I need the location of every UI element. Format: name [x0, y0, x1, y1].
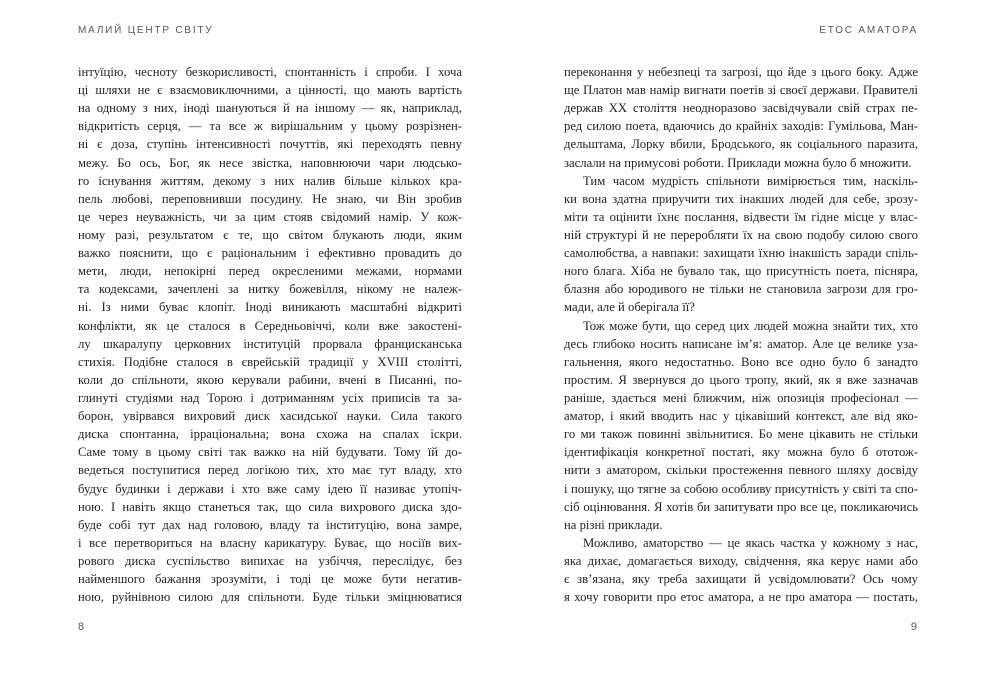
- text-line: мади, але й оберігала її?: [564, 300, 695, 315]
- text-line: сіб оцінювання. Я хотів би запитувати про все це, покликаючись: [564, 499, 918, 514]
- text-line: конфлікти, як це сталося в Середньовіччі, коли вже закостені-: [78, 318, 462, 333]
- text-line: ред силою поета, вдаючись до крайніх заходів: Гумільова, Ман-: [564, 119, 918, 134]
- text-line: ки вона здатна приручити тих інакших людей для себе, зрозу-: [564, 191, 918, 206]
- text-line: ідентифікація конкретної постаті, яку можна було б ототож-: [564, 445, 918, 460]
- text-line: держав XX століття неодноразово засвідчували свій страх пе-: [564, 101, 918, 116]
- text-line: простим. Я звернувся до цього тропу, який, як я вже зазначав: [564, 372, 918, 387]
- text-line: і пошуку, що тягне за собою особливу присутність у світі та спо-: [564, 481, 918, 496]
- text-line: дельштама, Лорку вбили, Бродського, як соціального паразита,: [564, 137, 918, 152]
- text-line: міти та оцінити їхнє послання, відвести їм гідне місце у влас-: [564, 209, 918, 224]
- text-line: борон, увірвався вихровий диск хасидської науки. Сила такого: [78, 409, 462, 424]
- text-line: стихія. Подібне сталося в єврейській традиції у XVIII столітті,: [78, 354, 462, 369]
- text-line: межу. Бо ось, Бог, як несе звістка, наповнюючи чари людсько-: [78, 155, 462, 170]
- text-line: найменшого бажання зрозуміти, і тоді це може бути негатив-: [78, 572, 462, 587]
- text-line: на одному з них, іноді шануються й на іншому — як, наприклад,: [78, 101, 462, 116]
- text-line: ведеться поступитися перед логікою тих, хто має тут владу, хто: [78, 463, 462, 478]
- text-line: я хочу говорити про етос аматора, а не про аматора — постать,: [564, 590, 918, 605]
- text-line: рового диска суспільство випихає на узбіччя, переслідує, без: [78, 553, 462, 568]
- text-line: заслали на примусові роботи. Приклади можна було б множити.: [564, 155, 912, 170]
- text-line: Тож може бути, що серед цих людей можна знайти тих, хто: [583, 318, 918, 333]
- text-line: блазня або юродивого не тільки не становила загрози для гро-: [564, 282, 918, 297]
- text-line: ного блага. Хіба не бувало так, що присутність поета, пісняра,: [564, 264, 918, 279]
- text-line: ною, руйнівною силою для спільноти. Буде тільки зміцнюватися: [78, 590, 462, 605]
- text-line: го існування життям, декому з них налив більше кількох кра-: [78, 173, 462, 188]
- text-line: і все перетвориться на власну карикатуру. Буває, що носіїв вих-: [78, 535, 462, 550]
- text-line: ні. Із ними буває клопіт. Іноді виникають масштабні відкриті: [78, 300, 462, 315]
- text-line: ні є доза, ступінь інтенсивності почуттів, які переходять певну: [78, 137, 462, 152]
- text-line: нити з аматором, скільки простеження певного шляху досвіду: [564, 463, 918, 478]
- text-line: Можливо, аматорство — це якась частка у кожному з нас,: [583, 535, 918, 550]
- left-page-text: [78, 63, 462, 606]
- text-line: важко пояснити, що є раціональним і ефективно провадить до: [78, 246, 462, 261]
- text-line: інтуїцію, чесноту безкорисливості, спонтанність і спроби. І хоча: [78, 65, 462, 79]
- running-header-left: МАЛИЙ ЦЕНТР СВІТУ: [78, 25, 214, 36]
- text-line: та кодексами, зачеплені за нитку божевілля, нікому не належ-: [78, 282, 462, 297]
- text-line: мети, люди, непокірні перед окресленими межами, нормами: [78, 264, 462, 279]
- text-line: це через неуважність, чи за цим стояв свідомий намір. У кож-: [78, 209, 462, 224]
- text-line: лу шкаралупу церковних інституцій прорвала францисканська: [78, 336, 462, 351]
- text-line: буде собі тут дах над головою, владу та інституцію, вона замре,: [78, 517, 462, 532]
- text-line: го ми також повинні звільнитися. Бо мене цікавить не стільки: [564, 427, 918, 442]
- text-line: Тим часом мудрість спільноти вимірюється тим, наскіль-: [583, 173, 918, 188]
- text-line: раніше, здається мені ближчим, ніж опозиція професіонал —: [564, 390, 918, 405]
- text-line: переконання у небезпеці та загрозі, що йде з цього боку. Адже: [564, 65, 918, 79]
- text-line: є зв’язана, яку треба захищати й усвідомлювати? Ось чому: [564, 572, 918, 587]
- text-line: десь глибоко носить написане ім’я: аматор. Але це велике уза-: [564, 336, 918, 351]
- text-line: ще Платон мав намір вигнати поетів зі своєї держави. Правителі: [564, 83, 918, 98]
- text-line: ці шляхи не є взаємовиключними, а цінності, що мають вартість: [78, 83, 462, 98]
- text-line: на різні приклади.: [564, 517, 663, 532]
- text-line: самолюбства, а навпаки: захищати їхню інакшість заради спіль-: [564, 246, 918, 261]
- text-line: глинуті студіями над Торою і дотриманням усіх приписів та за-: [78, 390, 462, 405]
- text-line: будує будинки і держави і хто вже саму ідею її називає утопіч-: [78, 481, 462, 496]
- text-line: коли до спільноти, якою керували рабини, вчені в Писанні, по-: [78, 372, 462, 387]
- text-line: гальнення, якого недостатньо. Воно все одно було б занадто: [564, 354, 918, 369]
- running-header-right: ЕТОС АМАТОРА: [819, 25, 918, 36]
- text-line: ній структурі й не переробляти їх на свою подобу силою свого: [564, 227, 918, 242]
- text-line: пель любові, переповнивши посудину. Не знаю, чи Він зробив: [78, 191, 462, 206]
- text-line: Саме тому в цьому світі так важко на ній будувати. Тому їй до-: [78, 445, 462, 460]
- text-line: відкритість серця, — та все ж вирішальним у цьому розрізнен-: [78, 119, 462, 134]
- text-line: яка дихає, домагається виходу, свідчення, яка керує нами або: [564, 553, 918, 568]
- page-number-right: 9: [910, 621, 917, 633]
- right-page-text: [564, 63, 918, 606]
- text-line: диска спонтанна, ірраціональна; вона схожа на спалах іскри.: [78, 427, 462, 442]
- text-line: аматор, і який вводить нас у цікавіший контекст, але від яко-: [564, 409, 918, 424]
- text-line: ною. І навіть якщо станеться так, що сила вихрового диска здо-: [78, 499, 462, 514]
- page-number-left: 8: [78, 621, 85, 633]
- text-line: ному разі, результатом є те, що світом блукають люди, яким: [78, 227, 462, 242]
